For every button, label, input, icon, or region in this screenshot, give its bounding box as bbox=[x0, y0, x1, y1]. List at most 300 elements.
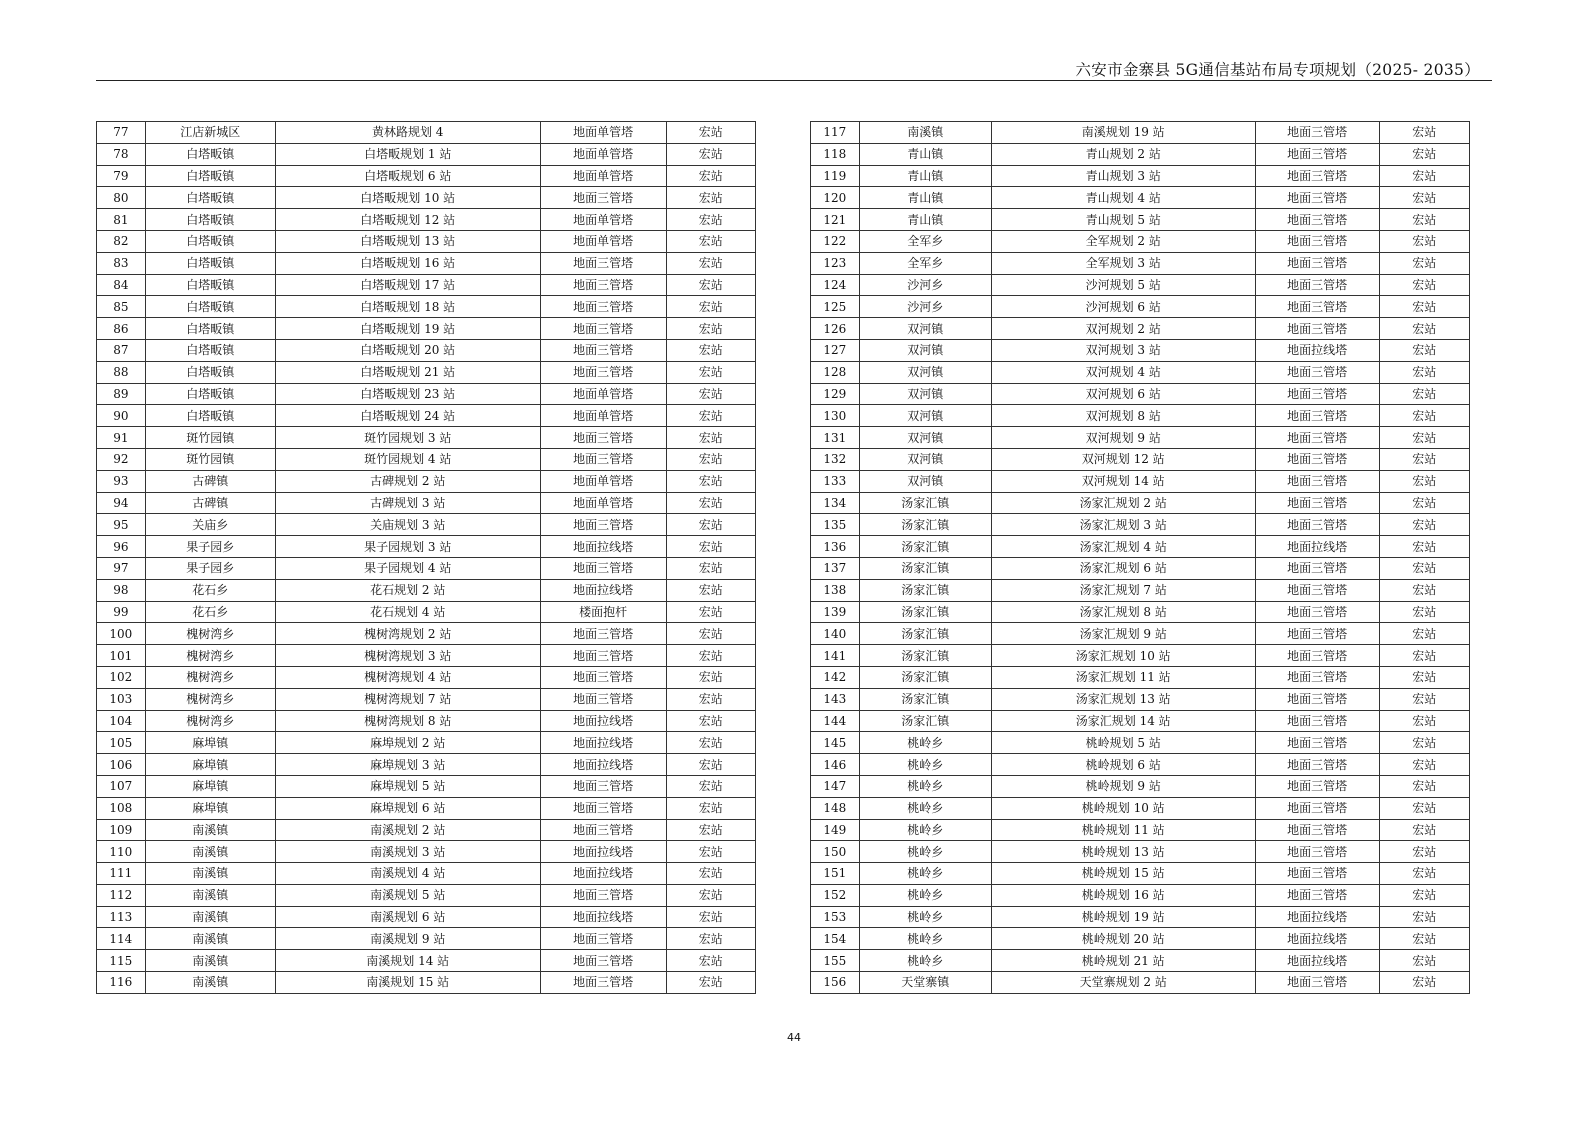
tower-type-cell: 地面拉线塔 bbox=[1255, 536, 1379, 558]
site-name-cell: 白塔畈规划 12 站 bbox=[275, 209, 540, 231]
site-name-cell: 斑竹园规划 3 站 bbox=[275, 427, 540, 449]
table-row bbox=[811, 274, 1470, 296]
township-cell: 汤家汇镇 bbox=[859, 645, 991, 667]
site-name-cell: 汤家汇规划 10 站 bbox=[991, 645, 1255, 667]
township-cell: 槐树湾乡 bbox=[145, 623, 275, 645]
station-type-cell: 宏站 bbox=[1379, 536, 1469, 558]
row-index-cell: 97 bbox=[97, 557, 146, 579]
row-index-cell: 113 bbox=[97, 906, 146, 928]
tower-type-cell: 地面三管塔 bbox=[1255, 492, 1379, 514]
station-type-cell: 宏站 bbox=[666, 732, 755, 754]
table-row bbox=[811, 863, 1470, 885]
tower-type-cell: 地面单管塔 bbox=[540, 165, 666, 187]
table-row bbox=[811, 230, 1470, 252]
station-type-cell: 宏站 bbox=[666, 666, 755, 688]
station-type-cell: 宏站 bbox=[666, 252, 755, 274]
tower-type-cell: 地面三管塔 bbox=[540, 274, 666, 296]
tower-type-cell: 地面三管塔 bbox=[1255, 470, 1379, 492]
township-cell: 白塔畈镇 bbox=[145, 274, 275, 296]
station-type-cell: 宏站 bbox=[666, 623, 755, 645]
row-index-cell: 142 bbox=[811, 666, 860, 688]
township-cell: 斑竹园镇 bbox=[145, 448, 275, 470]
row-index-cell: 80 bbox=[97, 187, 146, 209]
row-index-cell: 115 bbox=[97, 950, 146, 972]
row-index-cell: 121 bbox=[811, 209, 860, 231]
tower-type-cell: 地面三管塔 bbox=[540, 928, 666, 950]
table-row bbox=[97, 688, 756, 710]
row-index-cell: 129 bbox=[811, 383, 860, 405]
row-index-cell: 136 bbox=[811, 536, 860, 558]
station-type-cell: 宏站 bbox=[1379, 688, 1469, 710]
station-type-cell: 宏站 bbox=[1379, 339, 1469, 361]
station-type-cell: 宏站 bbox=[1379, 579, 1469, 601]
township-cell: 全军乡 bbox=[859, 230, 991, 252]
table-row bbox=[97, 361, 756, 383]
tower-type-cell: 地面三管塔 bbox=[540, 645, 666, 667]
site-name-cell: 天堂寨规划 2 站 bbox=[991, 972, 1255, 994]
table-row bbox=[97, 514, 756, 536]
station-type-cell: 宏站 bbox=[666, 405, 755, 427]
station-type-cell: 宏站 bbox=[1379, 797, 1469, 819]
township-cell: 江店新城区 bbox=[145, 122, 275, 144]
site-name-cell: 白塔畈规划 23 站 bbox=[275, 383, 540, 405]
row-index-cell: 141 bbox=[811, 645, 860, 667]
table-row bbox=[811, 601, 1470, 623]
station-type-cell: 宏站 bbox=[666, 710, 755, 732]
tower-type-cell: 地面拉线塔 bbox=[1255, 339, 1379, 361]
tower-type-cell: 地面三管塔 bbox=[1255, 296, 1379, 318]
tower-type-cell: 地面三管塔 bbox=[540, 819, 666, 841]
township-cell: 南溪镇 bbox=[145, 884, 275, 906]
township-cell: 果子园乡 bbox=[145, 557, 275, 579]
table-row bbox=[97, 122, 756, 144]
site-name-cell: 南溪规划 2 站 bbox=[275, 819, 540, 841]
station-type-cell: 宏站 bbox=[666, 296, 755, 318]
station-type-cell: 宏站 bbox=[666, 383, 755, 405]
station-type-cell: 宏站 bbox=[666, 906, 755, 928]
tower-type-cell: 地面单管塔 bbox=[540, 209, 666, 231]
site-name-cell: 白塔畈规划 10 站 bbox=[275, 187, 540, 209]
station-type-cell: 宏站 bbox=[1379, 230, 1469, 252]
township-cell: 青山镇 bbox=[859, 209, 991, 231]
township-cell: 白塔畈镇 bbox=[145, 230, 275, 252]
table-row bbox=[811, 318, 1470, 340]
station-type-cell: 宏站 bbox=[1379, 710, 1469, 732]
township-cell: 双河镇 bbox=[859, 339, 991, 361]
row-index-cell: 102 bbox=[97, 666, 146, 688]
station-type-cell: 宏站 bbox=[666, 274, 755, 296]
table-row bbox=[811, 252, 1470, 274]
township-cell: 槐树湾乡 bbox=[145, 710, 275, 732]
tower-type-cell: 地面三管塔 bbox=[1255, 775, 1379, 797]
station-type-cell: 宏站 bbox=[1379, 754, 1469, 776]
township-cell: 汤家汇镇 bbox=[859, 492, 991, 514]
row-index-cell: 123 bbox=[811, 252, 860, 274]
row-index-cell: 120 bbox=[811, 187, 860, 209]
tower-type-cell: 地面三管塔 bbox=[540, 884, 666, 906]
table-row bbox=[97, 884, 756, 906]
site-name-cell: 桃岭规划 19 站 bbox=[991, 906, 1255, 928]
site-table-right bbox=[810, 121, 1470, 994]
township-cell: 桃岭乡 bbox=[859, 732, 991, 754]
station-type-cell: 宏站 bbox=[666, 536, 755, 558]
row-index-cell: 147 bbox=[811, 775, 860, 797]
tower-type-cell: 地面三管塔 bbox=[1255, 710, 1379, 732]
site-name-cell: 全军规划 3 站 bbox=[991, 252, 1255, 274]
table-row bbox=[97, 732, 756, 754]
tower-type-cell: 地面三管塔 bbox=[1255, 797, 1379, 819]
township-cell: 青山镇 bbox=[859, 187, 991, 209]
table-row bbox=[811, 884, 1470, 906]
tower-type-cell: 地面三管塔 bbox=[1255, 819, 1379, 841]
site-name-cell: 槐树湾规划 8 站 bbox=[275, 710, 540, 732]
row-index-cell: 135 bbox=[811, 514, 860, 536]
site-name-cell: 桃岭规划 13 站 bbox=[991, 841, 1255, 863]
township-cell: 白塔畈镇 bbox=[145, 405, 275, 427]
table-row bbox=[811, 623, 1470, 645]
row-index-cell: 118 bbox=[811, 143, 860, 165]
row-index-cell: 87 bbox=[97, 339, 146, 361]
tower-type-cell: 地面三管塔 bbox=[1255, 383, 1379, 405]
row-index-cell: 133 bbox=[811, 470, 860, 492]
tower-type-cell: 地面单管塔 bbox=[540, 383, 666, 405]
station-type-cell: 宏站 bbox=[666, 819, 755, 841]
tower-type-cell: 楼面抱杆 bbox=[540, 601, 666, 623]
row-index-cell: 98 bbox=[97, 579, 146, 601]
table-row bbox=[97, 427, 756, 449]
tower-type-cell: 地面单管塔 bbox=[540, 230, 666, 252]
row-index-cell: 88 bbox=[97, 361, 146, 383]
township-cell: 白塔畈镇 bbox=[145, 252, 275, 274]
tower-type-cell: 地面三管塔 bbox=[540, 797, 666, 819]
township-cell: 汤家汇镇 bbox=[859, 688, 991, 710]
township-cell: 桃岭乡 bbox=[859, 797, 991, 819]
station-type-cell: 宏站 bbox=[1379, 122, 1469, 144]
township-cell: 白塔畈镇 bbox=[145, 209, 275, 231]
table-row bbox=[97, 165, 756, 187]
site-name-cell: 果子园规划 4 站 bbox=[275, 557, 540, 579]
table-row bbox=[97, 470, 756, 492]
site-name-cell: 沙河规划 5 站 bbox=[991, 274, 1255, 296]
tower-type-cell: 地面拉线塔 bbox=[540, 906, 666, 928]
station-type-cell: 宏站 bbox=[1379, 252, 1469, 274]
site-table-left bbox=[96, 121, 756, 994]
tower-type-cell: 地面三管塔 bbox=[1255, 252, 1379, 274]
row-index-cell: 116 bbox=[97, 972, 146, 994]
tower-type-cell: 地面拉线塔 bbox=[540, 732, 666, 754]
township-cell: 南溪镇 bbox=[145, 972, 275, 994]
township-cell: 南溪镇 bbox=[145, 950, 275, 972]
site-name-cell: 青山规划 5 站 bbox=[991, 209, 1255, 231]
station-type-cell: 宏站 bbox=[1379, 775, 1469, 797]
table-row bbox=[811, 710, 1470, 732]
site-name-cell: 白塔畈规划 21 站 bbox=[275, 361, 540, 383]
site-name-cell: 南溪规划 19 站 bbox=[991, 122, 1255, 144]
township-cell: 关庙乡 bbox=[145, 514, 275, 536]
document-title: 六安市金寨县 5G通信基站布局专项规划（2025- 2035） bbox=[1075, 61, 1480, 79]
township-cell: 白塔畈镇 bbox=[145, 361, 275, 383]
township-cell: 桃岭乡 bbox=[859, 754, 991, 776]
site-name-cell: 桃岭规划 20 站 bbox=[991, 928, 1255, 950]
station-type-cell: 宏站 bbox=[1379, 296, 1469, 318]
row-index-cell: 125 bbox=[811, 296, 860, 318]
township-cell: 双河镇 bbox=[859, 470, 991, 492]
table-row bbox=[97, 296, 756, 318]
row-index-cell: 95 bbox=[97, 514, 146, 536]
station-type-cell: 宏站 bbox=[1379, 470, 1469, 492]
station-type-cell: 宏站 bbox=[666, 492, 755, 514]
table-row bbox=[811, 579, 1470, 601]
township-cell: 白塔畈镇 bbox=[145, 187, 275, 209]
site-name-cell: 白塔畈规划 24 站 bbox=[275, 405, 540, 427]
table-row bbox=[811, 972, 1470, 994]
tower-type-cell: 地面拉线塔 bbox=[1255, 950, 1379, 972]
station-type-cell: 宏站 bbox=[1379, 143, 1469, 165]
station-type-cell: 宏站 bbox=[1379, 819, 1469, 841]
row-index-cell: 77 bbox=[97, 122, 146, 144]
row-index-cell: 124 bbox=[811, 274, 860, 296]
site-name-cell: 汤家汇规划 8 站 bbox=[991, 601, 1255, 623]
row-index-cell: 94 bbox=[97, 492, 146, 514]
table-row bbox=[97, 906, 756, 928]
table-row bbox=[811, 470, 1470, 492]
table-row bbox=[811, 754, 1470, 776]
station-type-cell: 宏站 bbox=[666, 972, 755, 994]
table-row bbox=[811, 775, 1470, 797]
tower-type-cell: 地面三管塔 bbox=[1255, 514, 1379, 536]
tower-type-cell: 地面三管塔 bbox=[1255, 884, 1379, 906]
station-type-cell: 宏站 bbox=[666, 863, 755, 885]
tower-type-cell: 地面三管塔 bbox=[540, 972, 666, 994]
page-number: 44 bbox=[787, 1031, 801, 1044]
township-cell: 花石乡 bbox=[145, 579, 275, 601]
row-index-cell: 82 bbox=[97, 230, 146, 252]
table-row bbox=[97, 841, 756, 863]
station-type-cell: 宏站 bbox=[1379, 972, 1469, 994]
table-row bbox=[97, 601, 756, 623]
station-type-cell: 宏站 bbox=[1379, 274, 1469, 296]
township-cell: 南溪镇 bbox=[145, 819, 275, 841]
site-name-cell: 桃岭规划 9 站 bbox=[991, 775, 1255, 797]
site-name-cell: 桃岭规划 21 站 bbox=[991, 950, 1255, 972]
site-name-cell: 桃岭规划 5 站 bbox=[991, 732, 1255, 754]
row-index-cell: 105 bbox=[97, 732, 146, 754]
row-index-cell: 79 bbox=[97, 165, 146, 187]
table-row bbox=[97, 972, 756, 994]
row-index-cell: 150 bbox=[811, 841, 860, 863]
table-row bbox=[811, 143, 1470, 165]
table-row bbox=[97, 557, 756, 579]
tower-type-cell: 地面三管塔 bbox=[1255, 688, 1379, 710]
page-header bbox=[96, 56, 1492, 81]
row-index-cell: 119 bbox=[811, 165, 860, 187]
station-type-cell: 宏站 bbox=[1379, 514, 1469, 536]
table-row bbox=[811, 339, 1470, 361]
site-name-cell: 南溪规划 4 站 bbox=[275, 863, 540, 885]
table-row bbox=[811, 209, 1470, 231]
station-type-cell: 宏站 bbox=[666, 427, 755, 449]
township-cell: 南溪镇 bbox=[145, 928, 275, 950]
station-type-cell: 宏站 bbox=[1379, 666, 1469, 688]
tower-type-cell: 地面三管塔 bbox=[1255, 557, 1379, 579]
township-cell: 桃岭乡 bbox=[859, 950, 991, 972]
township-cell: 槐树湾乡 bbox=[145, 688, 275, 710]
tower-type-cell: 地面三管塔 bbox=[1255, 863, 1379, 885]
table-row bbox=[811, 645, 1470, 667]
station-type-cell: 宏站 bbox=[666, 448, 755, 470]
tower-type-cell: 地面三管塔 bbox=[1255, 841, 1379, 863]
site-name-cell: 麻埠规划 5 站 bbox=[275, 775, 540, 797]
township-cell: 桃岭乡 bbox=[859, 863, 991, 885]
row-index-cell: 122 bbox=[811, 230, 860, 252]
row-index-cell: 107 bbox=[97, 775, 146, 797]
station-type-cell: 宏站 bbox=[666, 884, 755, 906]
row-index-cell: 117 bbox=[811, 122, 860, 144]
site-name-cell: 青山规划 4 站 bbox=[991, 187, 1255, 209]
site-name-cell: 桃岭规划 15 站 bbox=[991, 863, 1255, 885]
site-name-cell: 白塔畈规划 20 站 bbox=[275, 339, 540, 361]
row-index-cell: 104 bbox=[97, 710, 146, 732]
township-cell: 麻埠镇 bbox=[145, 775, 275, 797]
table-row bbox=[97, 710, 756, 732]
station-type-cell: 宏站 bbox=[1379, 492, 1469, 514]
township-cell: 青山镇 bbox=[859, 143, 991, 165]
tower-type-cell: 地面三管塔 bbox=[1255, 165, 1379, 187]
tower-type-cell: 地面三管塔 bbox=[540, 623, 666, 645]
township-cell: 槐树湾乡 bbox=[145, 666, 275, 688]
site-name-cell: 青山规划 3 站 bbox=[991, 165, 1255, 187]
row-index-cell: 100 bbox=[97, 623, 146, 645]
site-name-cell: 汤家汇规划 13 站 bbox=[991, 688, 1255, 710]
tower-type-cell: 地面拉线塔 bbox=[540, 536, 666, 558]
tower-type-cell: 地面单管塔 bbox=[540, 122, 666, 144]
table-row bbox=[97, 383, 756, 405]
site-name-cell: 双河规划 9 站 bbox=[991, 427, 1255, 449]
tower-type-cell: 地面拉线塔 bbox=[540, 710, 666, 732]
site-name-cell: 白塔畈规划 19 站 bbox=[275, 318, 540, 340]
table-row bbox=[97, 274, 756, 296]
row-index-cell: 93 bbox=[97, 470, 146, 492]
row-index-cell: 156 bbox=[811, 972, 860, 994]
table-row bbox=[97, 950, 756, 972]
table-row bbox=[97, 252, 756, 274]
station-type-cell: 宏站 bbox=[666, 928, 755, 950]
station-type-cell: 宏站 bbox=[1379, 928, 1469, 950]
row-index-cell: 111 bbox=[97, 863, 146, 885]
site-name-cell: 花石规划 4 站 bbox=[275, 601, 540, 623]
tower-type-cell: 地面拉线塔 bbox=[1255, 906, 1379, 928]
table-row bbox=[811, 405, 1470, 427]
station-type-cell: 宏站 bbox=[1379, 841, 1469, 863]
site-name-cell: 双河规划 4 站 bbox=[991, 361, 1255, 383]
tower-type-cell: 地面单管塔 bbox=[540, 143, 666, 165]
township-cell: 汤家汇镇 bbox=[859, 601, 991, 623]
tower-type-cell: 地面三管塔 bbox=[1255, 448, 1379, 470]
tower-type-cell: 地面单管塔 bbox=[540, 492, 666, 514]
station-type-cell: 宏站 bbox=[666, 470, 755, 492]
site-name-cell: 南溪规划 3 站 bbox=[275, 841, 540, 863]
township-cell: 斑竹园镇 bbox=[145, 427, 275, 449]
row-index-cell: 86 bbox=[97, 318, 146, 340]
table-row bbox=[97, 187, 756, 209]
township-cell: 青山镇 bbox=[859, 165, 991, 187]
township-cell: 天堂寨镇 bbox=[859, 972, 991, 994]
site-name-cell: 白塔畈规划 1 站 bbox=[275, 143, 540, 165]
tower-type-cell: 地面三管塔 bbox=[1255, 187, 1379, 209]
tower-type-cell: 地面三管塔 bbox=[1255, 645, 1379, 667]
row-index-cell: 146 bbox=[811, 754, 860, 776]
site-name-cell: 双河规划 2 站 bbox=[991, 318, 1255, 340]
table-row bbox=[811, 492, 1470, 514]
tower-type-cell: 地面三管塔 bbox=[540, 666, 666, 688]
township-cell: 花石乡 bbox=[145, 601, 275, 623]
township-cell: 麻埠镇 bbox=[145, 797, 275, 819]
table-row bbox=[97, 579, 756, 601]
township-cell: 南溪镇 bbox=[145, 841, 275, 863]
row-index-cell: 108 bbox=[97, 797, 146, 819]
township-cell: 汤家汇镇 bbox=[859, 623, 991, 645]
station-type-cell: 宏站 bbox=[1379, 623, 1469, 645]
station-type-cell: 宏站 bbox=[666, 688, 755, 710]
township-cell: 汤家汇镇 bbox=[859, 666, 991, 688]
township-cell: 汤家汇镇 bbox=[859, 710, 991, 732]
row-index-cell: 155 bbox=[811, 950, 860, 972]
township-cell: 双河镇 bbox=[859, 427, 991, 449]
table-row bbox=[97, 318, 756, 340]
table-row bbox=[97, 209, 756, 231]
row-index-cell: 151 bbox=[811, 863, 860, 885]
site-name-cell: 古碑规划 3 站 bbox=[275, 492, 540, 514]
table-row bbox=[811, 514, 1470, 536]
site-name-cell: 古碑规划 2 站 bbox=[275, 470, 540, 492]
station-type-cell: 宏站 bbox=[666, 339, 755, 361]
tower-type-cell: 地面三管塔 bbox=[540, 187, 666, 209]
township-cell: 汤家汇镇 bbox=[859, 514, 991, 536]
tower-type-cell: 地面拉线塔 bbox=[540, 841, 666, 863]
row-index-cell: 128 bbox=[811, 361, 860, 383]
township-cell: 沙河乡 bbox=[859, 296, 991, 318]
township-cell: 白塔畈镇 bbox=[145, 296, 275, 318]
station-type-cell: 宏站 bbox=[666, 754, 755, 776]
township-cell: 双河镇 bbox=[859, 448, 991, 470]
station-type-cell: 宏站 bbox=[1379, 448, 1469, 470]
row-index-cell: 132 bbox=[811, 448, 860, 470]
tower-type-cell: 地面三管塔 bbox=[1255, 274, 1379, 296]
table-row bbox=[811, 688, 1470, 710]
site-name-cell: 桃岭规划 16 站 bbox=[991, 884, 1255, 906]
row-index-cell: 140 bbox=[811, 623, 860, 645]
site-name-cell: 全军规划 2 站 bbox=[991, 230, 1255, 252]
row-index-cell: 114 bbox=[97, 928, 146, 950]
site-name-cell: 汤家汇规划 6 站 bbox=[991, 557, 1255, 579]
station-type-cell: 宏站 bbox=[666, 601, 755, 623]
site-name-cell: 槐树湾规划 4 站 bbox=[275, 666, 540, 688]
site-name-cell: 槐树湾规划 7 站 bbox=[275, 688, 540, 710]
row-index-cell: 99 bbox=[97, 601, 146, 623]
site-name-cell: 沙河规划 6 站 bbox=[991, 296, 1255, 318]
tower-type-cell: 地面拉线塔 bbox=[540, 754, 666, 776]
tower-type-cell: 地面三管塔 bbox=[540, 448, 666, 470]
table-row bbox=[811, 187, 1470, 209]
table-row bbox=[97, 230, 756, 252]
site-name-cell: 桃岭规划 10 站 bbox=[991, 797, 1255, 819]
station-type-cell: 宏站 bbox=[666, 841, 755, 863]
table-row bbox=[97, 405, 756, 427]
row-index-cell: 134 bbox=[811, 492, 860, 514]
tower-type-cell: 地面三管塔 bbox=[540, 361, 666, 383]
township-cell: 汤家汇镇 bbox=[859, 557, 991, 579]
row-index-cell: 138 bbox=[811, 579, 860, 601]
